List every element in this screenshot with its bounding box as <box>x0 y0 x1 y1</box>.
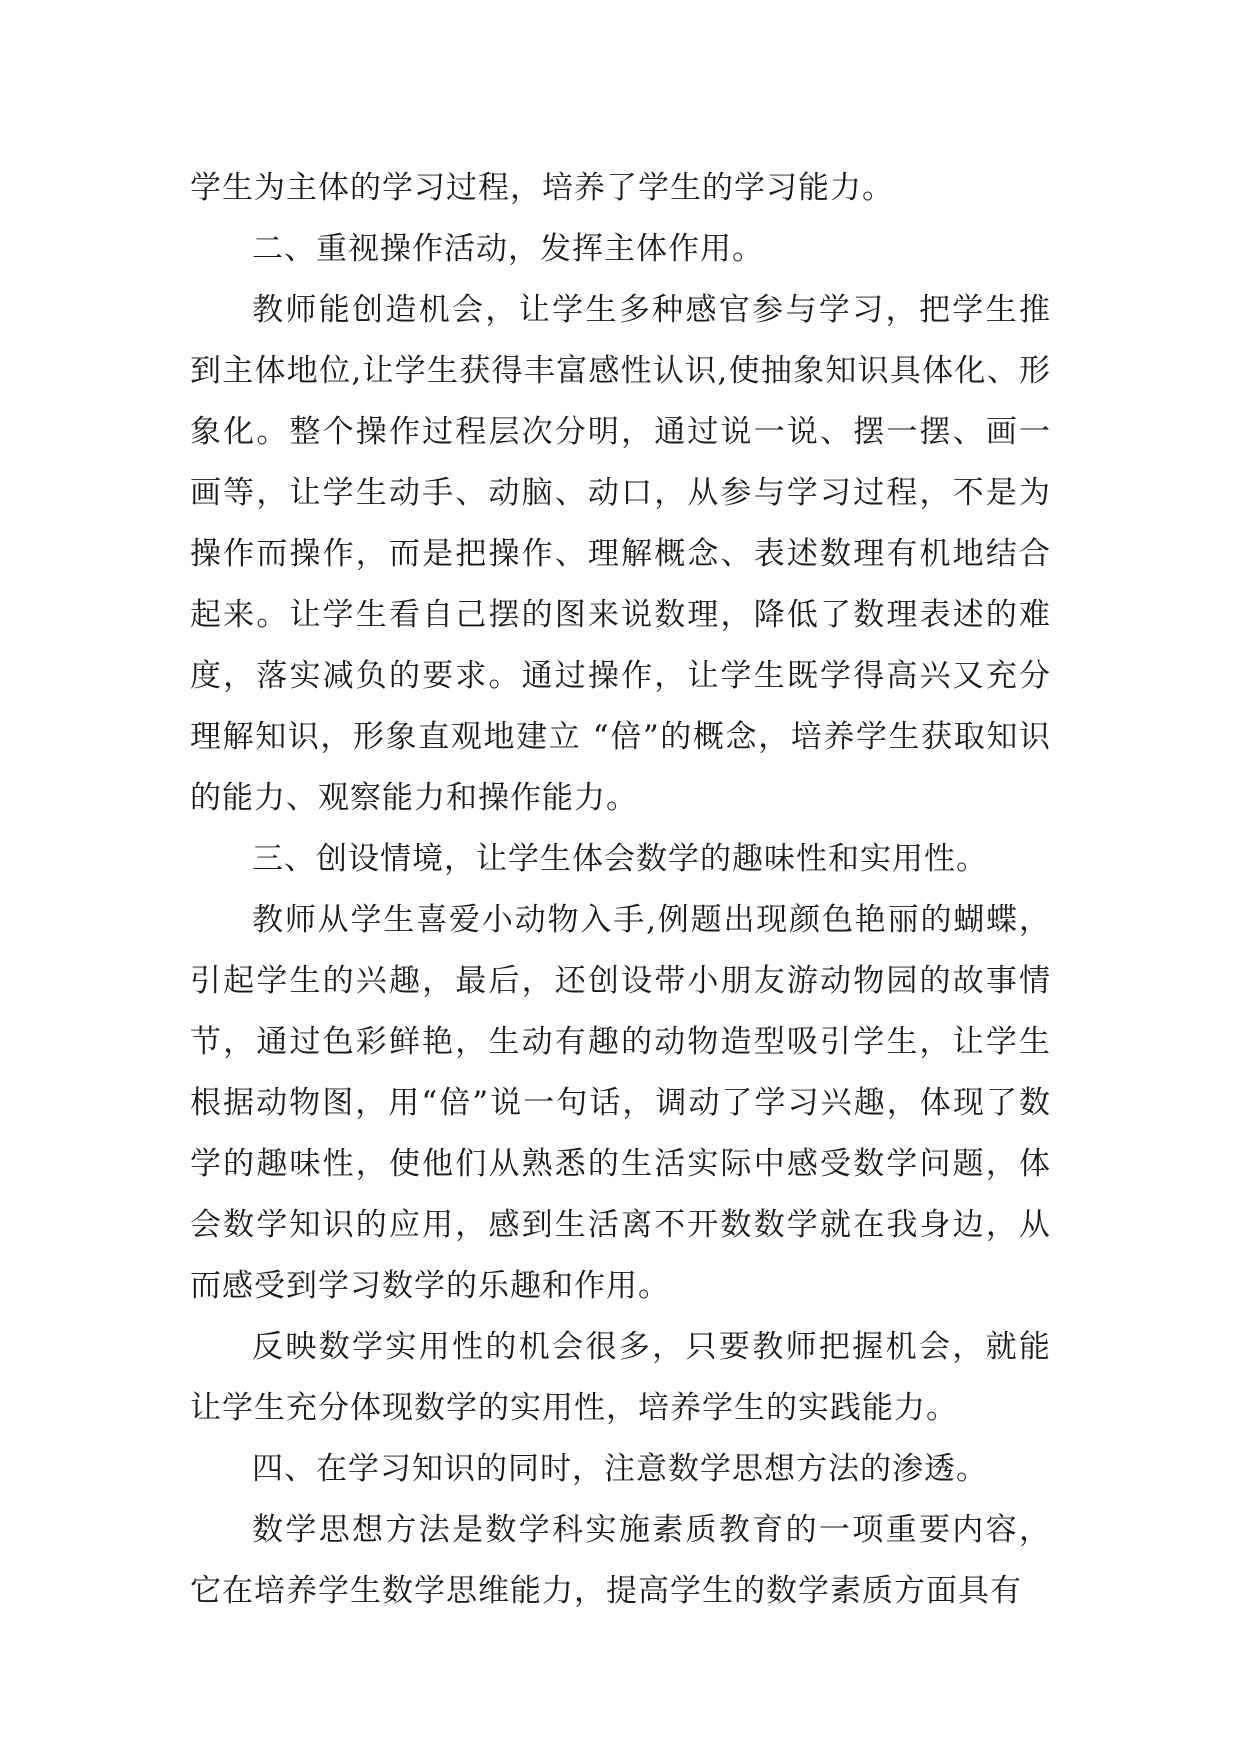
document-body <box>190 158 1051 1622</box>
section-heading-4: 四、在学习知识的同时，注意数学思想方法的渗透。 <box>252 1451 988 1487</box>
section-heading-3: 三、创设情境，让学生体会数学的趣味性和实用性。 <box>252 841 988 877</box>
paragraph-situations: 教师从学生喜爱小动物入手,例题出现颜色艳丽的蝴蝶，引起学生的兴趣，最后，还创设带小朋友游动物园的故事情节，通过色彩鲜艳，生动有趣的动物造型吸引学生，让学生根据动物图，用“倍”说一句话，调动了学习兴趣，体现了数学的趣味性，使他们从熟悉的生活实际中感受数学问题，体会数学知识的应用，感到生活离不开数数学就在我身边，从而感受到学习数学的乐趣和作用。 <box>190 902 1051 1304</box>
paragraph-math-thinking: 数学思想方法是数学科实施素质教育的一项重要内容，它在培养学生数学思维能力，提高学生的数学素质方面具有 <box>190 1512 1051 1609</box>
paragraph-operation-activities: 教师能创造机会，让学生多种感官参与学习，把学生推到主体地位,让学生获得丰富感性认识,使抽象知识具体化、形象化。整个操作过程层次分明，通过说一说、摆一摆、画一画等，让学生动手、动脑、动口，从参与学习过程，不是为操作而操作，而是把操作、理解概念、表述数理有机地结合起来。让学生看自己摆的图来说数理，降低了数理表述的难度，落实减负的要求。通过操作，让学生既学得高兴又充分理解知识，形象直观地建立 “倍”的概念，培养学生获取知识的能力、观察能力和操作能力。 <box>190 292 1051 816</box>
paragraph-continuation: 学生为主体的学习过程，培养了学生的学习能力。 <box>190 170 894 206</box>
paragraph-practicality: 反映数学实用性的机会很多，只要教师把握机会，就能让学生充分体现数学的实用性，培养学生的实践能力。 <box>190 1329 1051 1426</box>
section-heading-2: 二、重视操作活动，发挥主体作用。 <box>252 231 764 267</box>
